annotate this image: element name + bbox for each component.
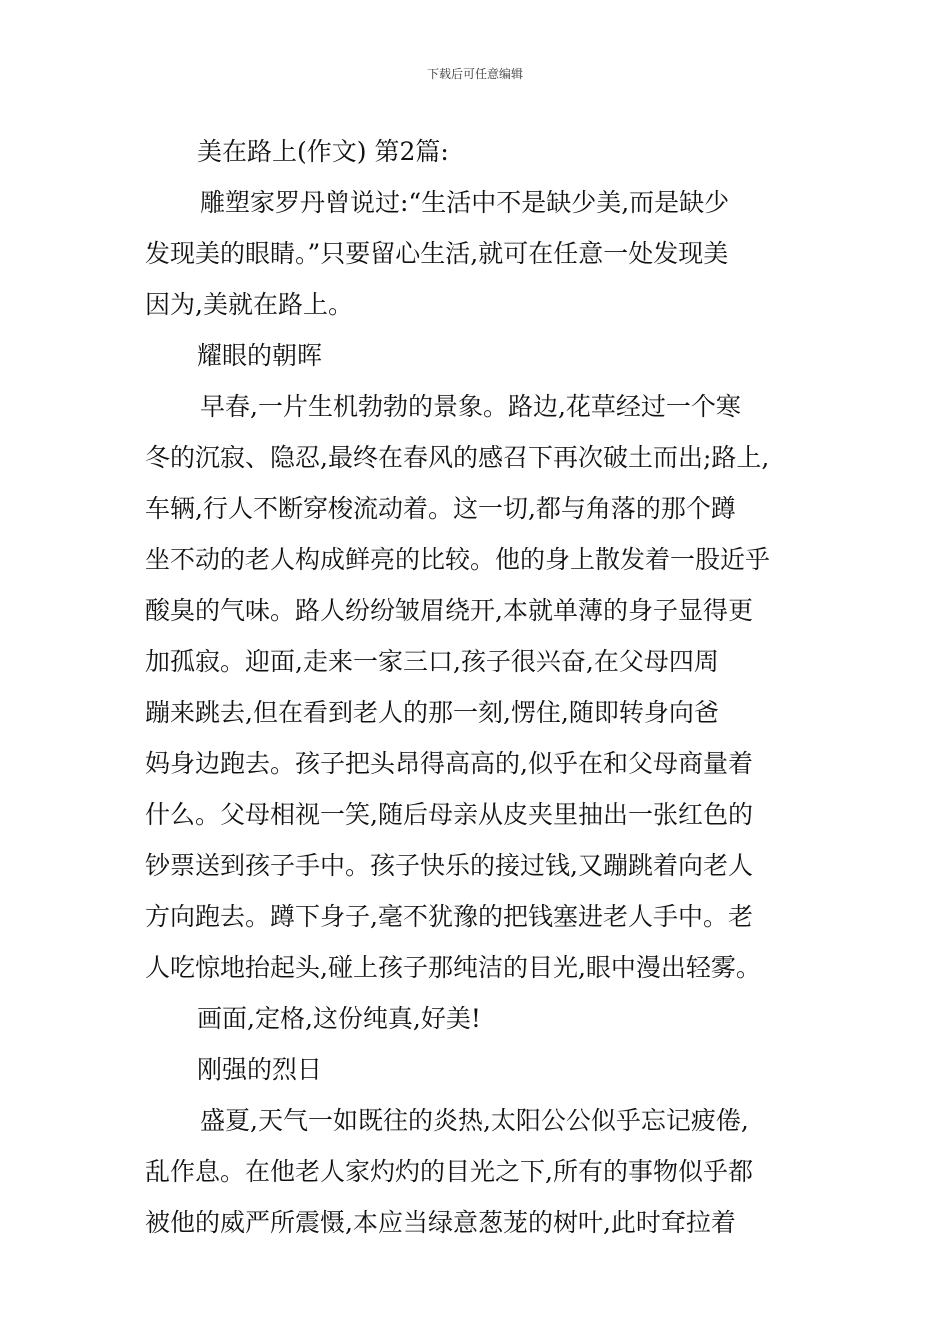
text-line: 因为,美就在路上。 bbox=[145, 290, 353, 319]
text-line: 冬的沉寂、隐忍,最终在春风的感召下再次破土而出;路上, bbox=[145, 443, 770, 472]
text-line: 盛夏,天气一如既往的炎热,太阳公公似乎忘记疲倦, bbox=[200, 1106, 749, 1135]
article-body bbox=[145, 126, 825, 1248]
text-line: 人吃惊地抬起头,碰上孩子那纯洁的目光,眼中漫出轻雾。 bbox=[145, 953, 761, 982]
text-line: 早春,一片生机勃勃的景象。路边,花草经过一个寒 bbox=[200, 392, 741, 421]
text-line: 妈身边跑去。孩子把头昂得高高的,似乎在和父母商量着 bbox=[145, 749, 753, 778]
text-line: 被他的威严所震慑,本应当绿意葱茏的树叶,此时耷拉着 bbox=[145, 1208, 736, 1237]
text-line: 雕塑家罗丹曾说过:“生活中不是缺少美,而是缺少 bbox=[200, 188, 730, 217]
page-header-note: 下载后可任意编辑 bbox=[426, 67, 523, 81]
text-line: 酸臭的气味。路人纷纷皱眉绕开,本就单薄的身子显得更 bbox=[145, 596, 753, 625]
text-line: 钞票送到孩子手中。孩子快乐的接过钱,又蹦跳着向老人 bbox=[145, 851, 753, 880]
text-line: 车辆,行人不断穿梭流动着。这一切,都与角落的那个蹲 bbox=[145, 494, 736, 523]
text-line: 坐不动的老人构成鲜亮的比较。他的身上散发着一股近乎 bbox=[145, 545, 771, 574]
text-line: 蹦来跳去,但在看到老人的那一刻,愣住,随即转身向爸 bbox=[145, 698, 719, 727]
text-line: 什么。父母相视一笑,随后母亲从皮夹里抽出一张红色的 bbox=[145, 800, 753, 829]
text-line: 画面,定格,这份纯真,好美! bbox=[197, 1004, 481, 1033]
article-title: 美在路上(作文) 第2篇: bbox=[197, 137, 449, 166]
text-line: 方向跑去。蹲下身子,毫不犹豫的把钱塞进老人手中。老 bbox=[145, 902, 753, 931]
text-line: 乱作息。在他老人家灼灼的目光之下,所有的事物似乎都 bbox=[145, 1157, 753, 1186]
text-line: 加孤寂。迎面,走来一家三口,孩子很兴奋,在父母四周 bbox=[145, 647, 719, 676]
text-line: 发现美的眼睛。”只要留心生活,就可在任意一处发现美 bbox=[145, 239, 729, 268]
section-heading: 刚强的烈日 bbox=[197, 1055, 323, 1084]
section-heading: 耀眼的朝晖 bbox=[197, 341, 323, 370]
